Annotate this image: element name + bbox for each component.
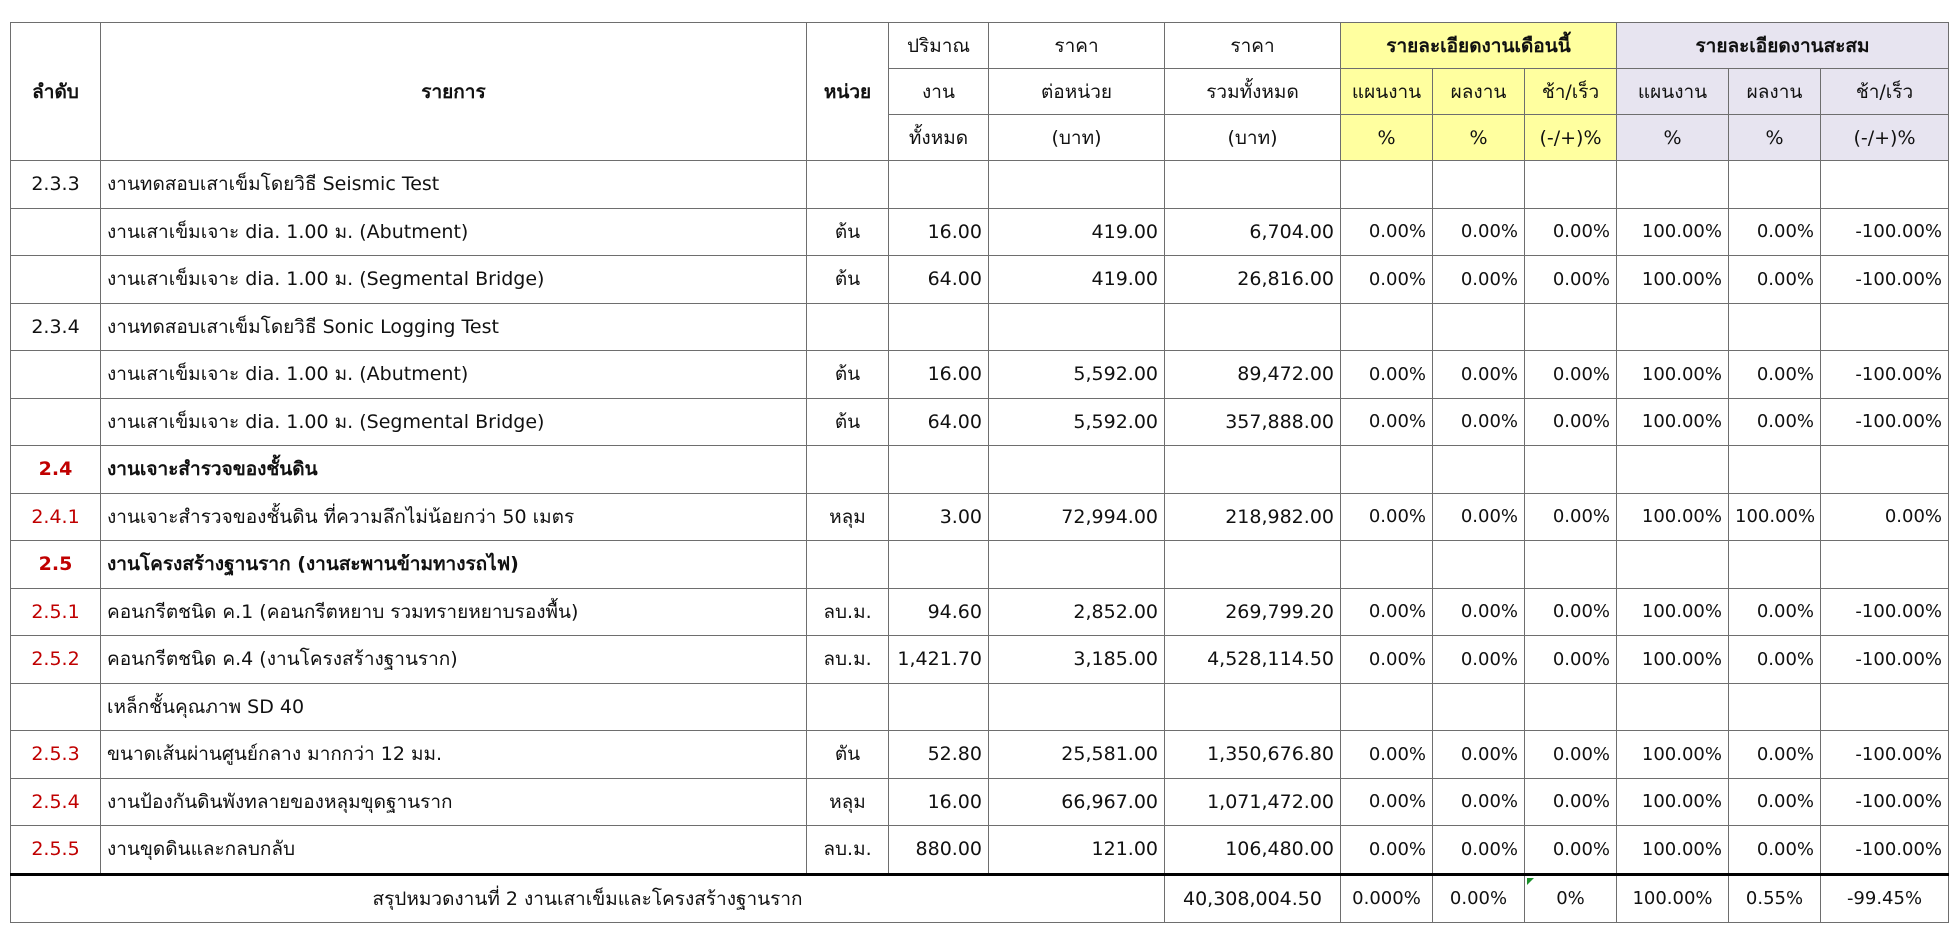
row-total-price[interactable]: 106,480.00 (1165, 826, 1341, 875)
row-month-result[interactable] (1433, 446, 1525, 494)
row-seq[interactable]: 2.5 (11, 541, 101, 589)
table-row (11, 826, 1949, 875)
table-row (11, 303, 1949, 351)
row-unit[interactable] (807, 683, 889, 731)
header-month-plan-pct[interactable]: % (1341, 115, 1433, 161)
row-total-price[interactable] (1165, 303, 1341, 351)
row-cum-plan[interactable]: 100.00% (1617, 256, 1729, 304)
row-unit-price[interactable]: 25,581.00 (989, 731, 1165, 779)
row-month-plan[interactable]: 0.00% (1341, 208, 1433, 256)
row-cum-diff[interactable]: -100.00% (1821, 351, 1949, 399)
header-qty-1[interactable]: ปริมาณ (889, 23, 989, 69)
summary-total[interactable]: 40,308,004.50 (1165, 874, 1341, 922)
header-unit-price-2[interactable]: ต่อหน่วย (989, 69, 1165, 115)
row-cum-result[interactable]: 0.00% (1729, 588, 1821, 636)
row-cum-plan[interactable]: 100.00% (1617, 778, 1729, 826)
row-month-result[interactable]: 0.00% (1433, 636, 1525, 684)
table-row (11, 683, 1949, 731)
row-month-result[interactable]: 0.00% (1433, 588, 1525, 636)
row-unit-price[interactable] (989, 303, 1165, 351)
header-seq[interactable]: ลำดับ (11, 23, 101, 161)
table-row (11, 351, 1949, 399)
table-row (11, 161, 1949, 209)
header-cumulative-group[interactable]: รายละเอียดงานสะสม (1617, 23, 1949, 69)
header-month-plan[interactable]: แผนงาน (1341, 69, 1433, 115)
header-row-1 (11, 23, 1949, 69)
header-cum-diff-pct[interactable]: (-/+)% (1821, 115, 1949, 161)
row-unit[interactable]: ลบ.ม. (807, 588, 889, 636)
row-month-result[interactable] (1433, 683, 1525, 731)
header-qty-2[interactable]: งาน (889, 69, 989, 115)
row-unit[interactable]: ลบ.ม. (807, 826, 889, 875)
row-quantity[interactable] (889, 446, 989, 494)
table-row (11, 493, 1949, 541)
row-cum-result[interactable]: 0.00% (1729, 208, 1821, 256)
row-total-price[interactable]: 89,472.00 (1165, 351, 1341, 399)
row-month-result[interactable]: 0.00% (1433, 256, 1525, 304)
row-cum-plan[interactable] (1617, 683, 1729, 731)
row-cum-plan[interactable]: 100.00% (1617, 351, 1729, 399)
row-cum-diff[interactable]: -100.00% (1821, 826, 1949, 875)
row-cum-plan[interactable]: 100.00% (1617, 398, 1729, 446)
row-month-plan[interactable]: 0.00% (1341, 778, 1433, 826)
row-unit[interactable]: ต้น (807, 351, 889, 399)
row-cum-result[interactable] (1729, 683, 1821, 731)
row-description[interactable]: คอนกรีตชนิด ค.4 (งานโครงสร้างฐานราก) (101, 636, 807, 684)
row-unit[interactable]: หลุม (807, 493, 889, 541)
table-row (11, 446, 1949, 494)
row-unit-price[interactable] (989, 161, 1165, 209)
row-month-diff[interactable]: 0.00% (1525, 493, 1617, 541)
row-unit[interactable]: ต้น (807, 398, 889, 446)
row-month-diff[interactable]: 0.00% (1525, 351, 1617, 399)
row-total-price[interactable]: 218,982.00 (1165, 493, 1341, 541)
header-cum-result[interactable]: ผลงาน (1729, 69, 1821, 115)
header-total-price-3[interactable]: (บาท) (1165, 115, 1341, 161)
row-cum-diff[interactable]: -100.00% (1821, 731, 1949, 779)
row-description[interactable]: งานเสาเข็มเจาะ dia. 1.00 ม. (Segmental Bridge) (101, 398, 807, 446)
row-month-plan[interactable]: 0.00% (1341, 351, 1433, 399)
summary-cum-diff[interactable]: -99.45% (1821, 874, 1949, 922)
row-seq[interactable]: 2.4.1 (11, 493, 101, 541)
row-quantity[interactable]: 16.00 (889, 778, 989, 826)
row-month-result[interactable] (1433, 161, 1525, 209)
table-row (11, 588, 1949, 636)
table-row (11, 731, 1949, 779)
row-unit[interactable] (807, 303, 889, 351)
summary-cum-plan[interactable]: 100.00% (1617, 874, 1729, 922)
row-unit-price[interactable] (989, 683, 1165, 731)
row-cum-result[interactable]: 0.00% (1729, 398, 1821, 446)
row-unit-price[interactable]: 3,185.00 (989, 636, 1165, 684)
row-cum-result[interactable]: 0.00% (1729, 256, 1821, 304)
row-quantity[interactable]: 94.60 (889, 588, 989, 636)
row-cum-plan[interactable] (1617, 161, 1729, 209)
row-cum-plan[interactable]: 100.00% (1617, 493, 1729, 541)
header-cum-plan[interactable]: แผนงาน (1617, 69, 1729, 115)
row-seq[interactable]: 2.3.3 (11, 161, 101, 209)
table-row (11, 636, 1949, 684)
row-month-result[interactable]: 0.00% (1433, 731, 1525, 779)
row-month-result[interactable]: 0.00% (1433, 351, 1525, 399)
row-unit[interactable]: ต้น (807, 256, 889, 304)
row-quantity[interactable]: 16.00 (889, 208, 989, 256)
row-month-plan[interactable]: 0.00% (1341, 636, 1433, 684)
header-item[interactable]: รายการ (101, 23, 807, 161)
row-seq[interactable] (11, 351, 101, 399)
row-cum-diff[interactable]: -100.00% (1821, 208, 1949, 256)
row-unit-price[interactable] (989, 541, 1165, 589)
header-month-result[interactable]: ผลงาน (1433, 69, 1525, 115)
row-month-result[interactable]: 0.00% (1433, 778, 1525, 826)
row-cum-diff[interactable] (1821, 541, 1949, 589)
row-description[interactable]: งานเจาะสำรวจของชั้นดิน (101, 446, 807, 494)
row-month-diff[interactable] (1525, 683, 1617, 731)
row-total-price[interactable] (1165, 683, 1341, 731)
row-seq[interactable] (11, 208, 101, 256)
row-quantity[interactable]: 3.00 (889, 493, 989, 541)
row-quantity[interactable]: 16.00 (889, 351, 989, 399)
row-description[interactable]: คอนกรีตชนิด ค.1 (คอนกรีตหยาบ รวมทรายหยาบรองพื้น) (101, 588, 807, 636)
header-month-diff[interactable]: ช้า/เร็ว (1525, 69, 1617, 115)
row-month-result[interactable]: 0.00% (1433, 398, 1525, 446)
row-seq[interactable] (11, 256, 101, 304)
row-cum-diff[interactable] (1821, 683, 1949, 731)
row-cum-plan[interactable] (1617, 541, 1729, 589)
row-description[interactable]: ขนาดเส้นผ่านศูนย์กลาง มากกว่า 12 มม. (101, 731, 807, 779)
header-cum-diff[interactable]: ช้า/เร็ว (1821, 69, 1949, 115)
row-unit[interactable]: ตัน (807, 731, 889, 779)
row-description[interactable]: งานเสาเข็มเจาะ dia. 1.00 ม. (Abutment) (101, 208, 807, 256)
row-cum-plan[interactable] (1617, 303, 1729, 351)
header-unit-price-1[interactable]: ราคา (989, 23, 1165, 69)
row-month-plan[interactable]: 0.00% (1341, 493, 1433, 541)
row-seq[interactable]: 2.5.4 (11, 778, 101, 826)
row-month-result[interactable]: 0.00% (1433, 493, 1525, 541)
row-seq[interactable]: 2.3.4 (11, 303, 101, 351)
header-unit-price-3[interactable]: (บาท) (989, 115, 1165, 161)
row-cum-result[interactable] (1729, 161, 1821, 209)
row-total-price[interactable]: 4,528,114.50 (1165, 636, 1341, 684)
table-row (11, 398, 1949, 446)
row-month-plan[interactable]: 0.00% (1341, 588, 1433, 636)
table-row (11, 778, 1949, 826)
row-cum-result[interactable]: 0.00% (1729, 731, 1821, 779)
row-quantity[interactable]: 64.00 (889, 256, 989, 304)
summary-row (11, 874, 1949, 922)
row-cum-diff[interactable] (1821, 303, 1949, 351)
header-month-result-pct[interactable]: % (1433, 115, 1525, 161)
header-month-group[interactable]: รายละเอียดงานเดือนนี้ (1341, 23, 1617, 69)
row-seq[interactable]: 2.5.2 (11, 636, 101, 684)
row-month-result[interactable] (1433, 541, 1525, 589)
row-cum-result[interactable] (1729, 446, 1821, 494)
row-total-price[interactable]: 357,888.00 (1165, 398, 1341, 446)
row-month-plan[interactable] (1341, 303, 1433, 351)
row-seq[interactable] (11, 398, 101, 446)
row-unit[interactable] (807, 161, 889, 209)
row-month-plan[interactable]: 0.00% (1341, 256, 1433, 304)
row-month-plan[interactable]: 0.00% (1341, 398, 1433, 446)
row-month-diff[interactable]: 0.00% (1525, 636, 1617, 684)
header-total-price-1[interactable]: ราคา (1165, 23, 1341, 69)
row-unit-price[interactable]: 2,852.00 (989, 588, 1165, 636)
row-month-diff[interactable]: 0.00% (1525, 256, 1617, 304)
row-cum-result[interactable]: 0.00% (1729, 351, 1821, 399)
header-cum-plan-pct[interactable]: % (1617, 115, 1729, 161)
row-month-diff[interactable]: 0.00% (1525, 731, 1617, 779)
row-month-plan[interactable]: 0.00% (1341, 826, 1433, 875)
row-cum-plan[interactable] (1617, 446, 1729, 494)
row-total-price[interactable]: 26,816.00 (1165, 256, 1341, 304)
row-description[interactable]: งานเจาะสำรวจของชั้นดิน ที่ความลึกไม่น้อยกว่า 50 เมตร (101, 493, 807, 541)
summary-cum-result[interactable]: 0.55% (1729, 874, 1821, 922)
row-description[interactable]: เหล็กชั้นคุณภาพ SD 40 (101, 683, 807, 731)
row-seq[interactable] (11, 683, 101, 731)
row-month-result[interactable]: 0.00% (1433, 826, 1525, 875)
row-unit-price[interactable]: 5,592.00 (989, 351, 1165, 399)
table-body (11, 161, 1949, 875)
row-quantity[interactable] (889, 683, 989, 731)
summary-month-plan[interactable]: 0.000% (1341, 874, 1433, 922)
row-cum-plan[interactable]: 100.00% (1617, 731, 1729, 779)
row-month-diff[interactable]: 0.00% (1525, 398, 1617, 446)
row-total-price[interactable] (1165, 161, 1341, 209)
row-month-plan[interactable] (1341, 446, 1433, 494)
row-cum-diff[interactable]: -100.00% (1821, 636, 1949, 684)
row-seq[interactable]: 2.5.3 (11, 731, 101, 779)
header-unit[interactable]: หน่วย (807, 23, 889, 161)
row-description[interactable]: งานทดสอบเสาเข็มโดยวิธี Sonic Logging Test (101, 303, 807, 351)
row-seq[interactable]: 2.5.1 (11, 588, 101, 636)
row-unit-price[interactable]: 121.00 (989, 826, 1165, 875)
row-unit-price[interactable]: 5,592.00 (989, 398, 1165, 446)
row-cum-result[interactable]: 0.00% (1729, 778, 1821, 826)
row-quantity[interactable] (889, 303, 989, 351)
row-cum-plan[interactable]: 100.00% (1617, 636, 1729, 684)
row-description[interactable]: งานเสาเข็มเจาะ dia. 1.00 ม. (Segmental Bridge) (101, 256, 807, 304)
table-row (11, 256, 1949, 304)
summary-month-diff[interactable]: 0% (1525, 874, 1617, 922)
spreadsheet (10, 22, 1949, 923)
row-description[interactable]: งานทดสอบเสาเข็มโดยวิธี Seismic Test (101, 161, 807, 209)
row-cum-result[interactable] (1729, 303, 1821, 351)
row-total-price[interactable]: 6,704.00 (1165, 208, 1341, 256)
row-total-price[interactable] (1165, 446, 1341, 494)
row-unit-price[interactable] (989, 446, 1165, 494)
row-cum-result[interactable]: 0.00% (1729, 826, 1821, 875)
row-total-price[interactable] (1165, 541, 1341, 589)
row-cum-diff[interactable]: -100.00% (1821, 256, 1949, 304)
header-month-diff-pct[interactable]: (-/+)% (1525, 115, 1617, 161)
row-unit[interactable] (807, 541, 889, 589)
row-month-result[interactable]: 0.00% (1433, 208, 1525, 256)
row-cum-result[interactable] (1729, 541, 1821, 589)
progress-table (10, 22, 1949, 923)
row-month-result[interactable] (1433, 303, 1525, 351)
row-cum-diff[interactable]: -100.00% (1821, 588, 1949, 636)
row-description[interactable]: งานเสาเข็มเจาะ dia. 1.00 ม. (Abutment) (101, 351, 807, 399)
row-month-plan[interactable] (1341, 161, 1433, 209)
row-cum-plan[interactable]: 100.00% (1617, 588, 1729, 636)
summary-label[interactable]: สรุปหมวดงานที่ 2 งานเสาเข็มและโครงสร้างฐานราก (11, 874, 1165, 922)
row-month-diff[interactable] (1525, 446, 1617, 494)
row-unit-price[interactable]: 66,967.00 (989, 778, 1165, 826)
row-month-plan[interactable] (1341, 541, 1433, 589)
row-quantity[interactable]: 880.00 (889, 826, 989, 875)
row-month-plan[interactable]: 0.00% (1341, 731, 1433, 779)
header-qty-3[interactable]: ทั้งหมด (889, 115, 989, 161)
row-month-diff[interactable] (1525, 303, 1617, 351)
row-unit[interactable]: ต้น (807, 208, 889, 256)
summary-month-result[interactable]: 0.00% (1433, 874, 1525, 922)
row-month-diff[interactable] (1525, 541, 1617, 589)
row-quantity[interactable]: 52.80 (889, 731, 989, 779)
row-quantity[interactable] (889, 541, 989, 589)
row-total-price[interactable]: 1,350,676.80 (1165, 731, 1341, 779)
row-cum-diff[interactable] (1821, 161, 1949, 209)
header-total-price-2[interactable]: รวมทั้งหมด (1165, 69, 1341, 115)
row-month-plan[interactable] (1341, 683, 1433, 731)
row-quantity[interactable]: 1,421.70 (889, 636, 989, 684)
row-cum-result[interactable]: 100.00% (1729, 493, 1821, 541)
header-cum-result-pct[interactable]: % (1729, 115, 1821, 161)
table-row (11, 208, 1949, 256)
row-description[interactable]: งานป้องกันดินพังทลายของหลุมขุดฐานราก (101, 778, 807, 826)
row-cum-diff[interactable]: 0.00% (1821, 493, 1949, 541)
row-total-price[interactable]: 1,071,472.00 (1165, 778, 1341, 826)
row-quantity[interactable] (889, 161, 989, 209)
row-unit-price[interactable]: 419.00 (989, 208, 1165, 256)
row-unit-price[interactable]: 419.00 (989, 256, 1165, 304)
row-month-diff[interactable]: 0.00% (1525, 778, 1617, 826)
row-description[interactable]: งานขุดดินและกลบกลับ (101, 826, 807, 875)
row-cum-diff[interactable]: -100.00% (1821, 398, 1949, 446)
row-description[interactable]: งานโครงสร้างฐานราก (งานสะพานข้ามทางรถไฟ) (101, 541, 807, 589)
row-cum-result[interactable]: 0.00% (1729, 636, 1821, 684)
row-cum-diff[interactable]: -100.00% (1821, 778, 1949, 826)
row-unit[interactable]: หลุม (807, 778, 889, 826)
row-seq[interactable]: 2.4 (11, 446, 101, 494)
row-month-diff[interactable] (1525, 161, 1617, 209)
row-cum-plan[interactable]: 100.00% (1617, 826, 1729, 875)
row-unit[interactable] (807, 446, 889, 494)
row-quantity[interactable]: 64.00 (889, 398, 989, 446)
table-row (11, 541, 1949, 589)
row-month-diff[interactable]: 0.00% (1525, 826, 1617, 875)
row-total-price[interactable]: 269,799.20 (1165, 588, 1341, 636)
row-cum-diff[interactable] (1821, 446, 1949, 494)
row-unit-price[interactable]: 72,994.00 (989, 493, 1165, 541)
row-seq[interactable]: 2.5.5 (11, 826, 101, 875)
row-month-diff[interactable]: 0.00% (1525, 588, 1617, 636)
row-month-diff[interactable]: 0.00% (1525, 208, 1617, 256)
row-cum-plan[interactable]: 100.00% (1617, 208, 1729, 256)
row-unit[interactable]: ลบ.ม. (807, 636, 889, 684)
